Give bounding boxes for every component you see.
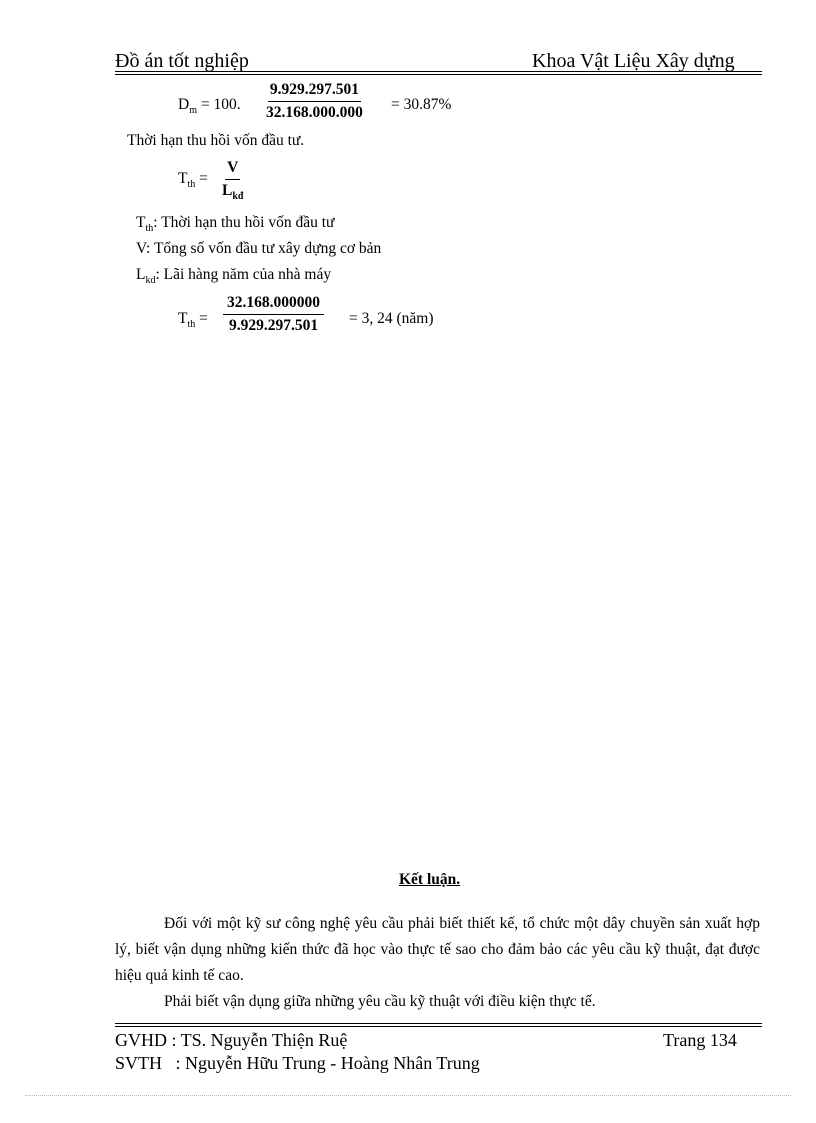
formula-calc-fraction: [223, 292, 324, 337]
conclusion-title: Kết luận.: [399, 871, 461, 888]
footer-page-number: Trang 134: [663, 1030, 737, 1050]
header-right: Khoa Vật Liệu Xây dựng: [532, 50, 735, 72]
formula-tth-label: $T_{th}$ =: [178, 170, 208, 191]
formula-dm-numerator: 9.929.297.501: [268, 79, 361, 102]
header-rule-top: [115, 71, 762, 72]
footer-rule-bottom: [115, 1026, 762, 1027]
definition-lkd: $L_{kd}$: Lãi hàng năm của nhà máy: [136, 266, 332, 287]
definition-tth: $T_{th}$: Thời hạn thu hồi vốn đầu tư: [136, 214, 335, 235]
formula-tth-fraction: [220, 157, 245, 208]
formula-dm-result: = 30.87%: [391, 96, 452, 113]
formula-dm-denominator: 32.168.000.000: [266, 104, 363, 121]
footer-rule-top: [115, 1023, 762, 1024]
page-bottom-dotted-line: [25, 1095, 791, 1096]
conclusion-paragraph-2: Phải biết vận dụng giữa những yêu cầu kỹ thuật với điều kiện thực tế.: [164, 993, 596, 1010]
footer-svth: SVTH : Nguyễn Hữu Trung - Hoàng Nhân Trung: [115, 1053, 480, 1073]
footer-gvhd: GVHD : TS. Nguyễn Thiện Ruệ: [115, 1030, 348, 1050]
definition-v: V: Tổng số vốn đầu tư xây dựng cơ bản: [136, 240, 382, 257]
header-rule-bottom: [115, 74, 762, 75]
formula-tth-numerator: V: [225, 157, 240, 180]
formula-calc-label: $T_{th}$ =: [178, 310, 208, 331]
conclusion-paragraph-1: Đối với một kỹ sư công nghệ yêu cầu phải biết thiết kế, tổ chức một dây chuyền sản xuất hợp lý, biết vận dụng những kiến thức đã học vào thực tế sao cho đảm bảo các yêu cầu kỹ thuật, đạt được hiệu quả kinh tế cao.: [115, 915, 760, 984]
formula-tth-denominator: $L_{kđ}$: [222, 182, 244, 203]
formula-dm-fraction: [264, 79, 365, 124]
formula-dm-label: $D_m = 100$.: [178, 96, 241, 117]
payback-heading: Thời hạn thu hồi vốn đầu tư.: [127, 132, 305, 149]
formula-calc-result: = 3, 24 (năm): [349, 310, 434, 327]
formula-calc-denominator: 9.929.297.501: [228, 317, 319, 334]
formula-calc-numerator: 32.168.000000: [223, 292, 324, 315]
header-left: Đồ án tốt nghiệp: [115, 50, 249, 72]
